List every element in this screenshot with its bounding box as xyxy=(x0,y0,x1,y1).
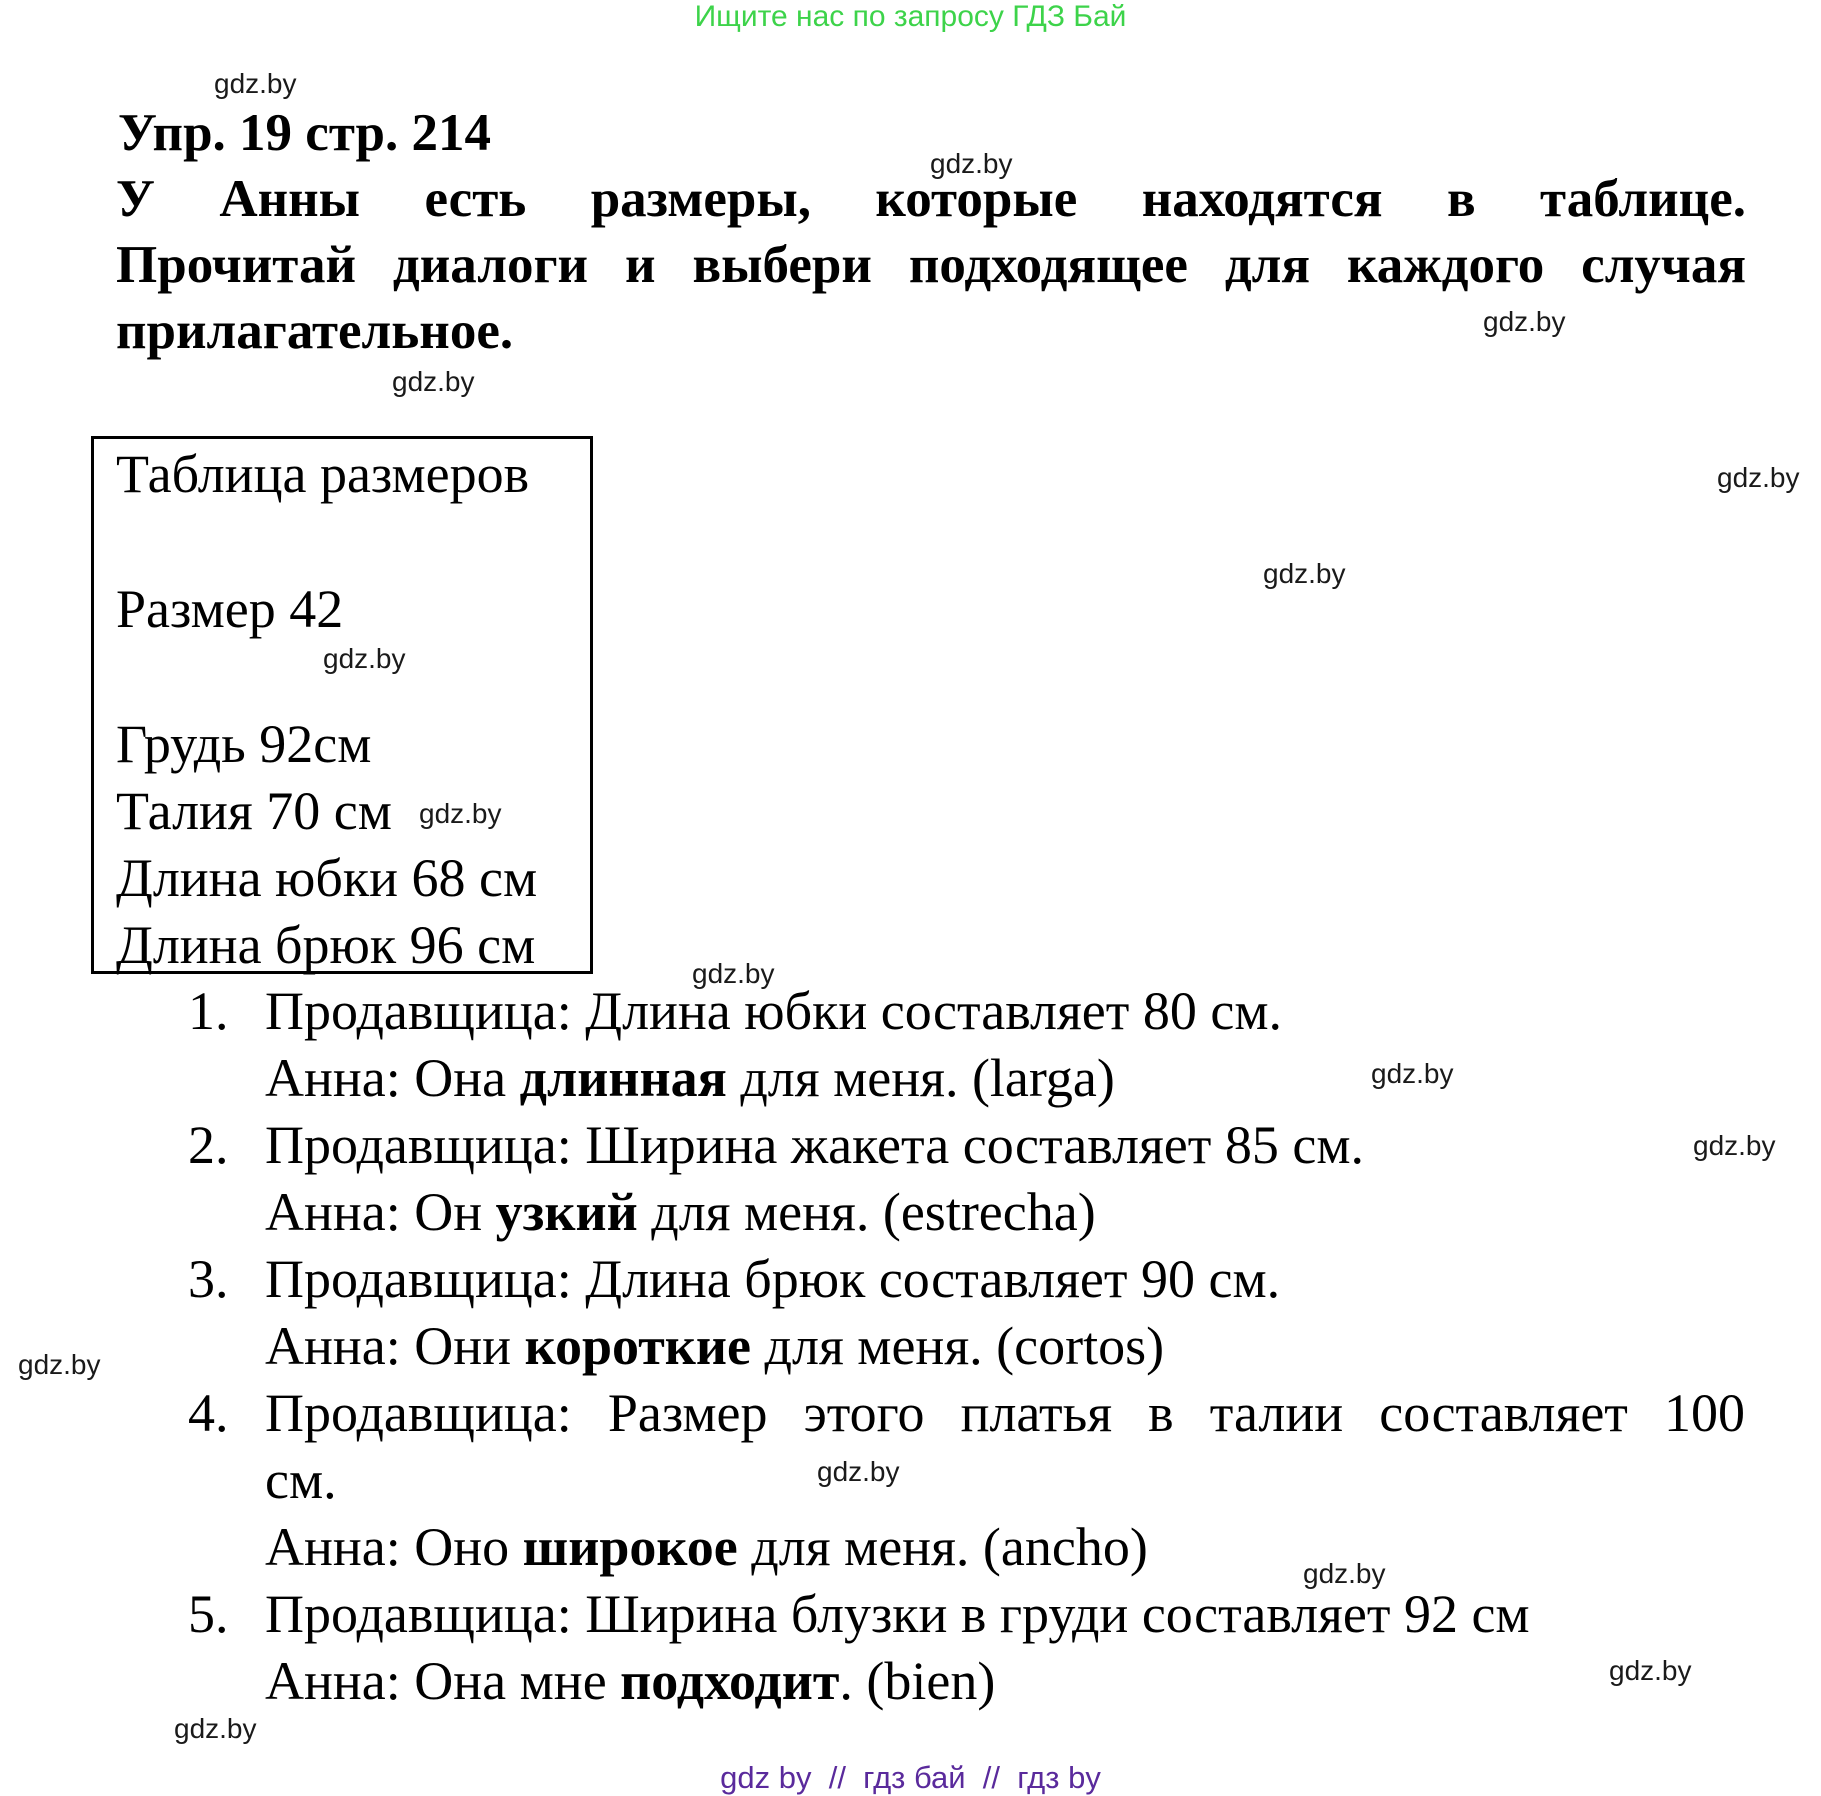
watermark: gdz.by xyxy=(817,1456,900,1487)
watermark: gdz.by xyxy=(1717,462,1800,493)
watermark: gdz.by xyxy=(1693,1130,1776,1161)
item-number: 3. xyxy=(188,1249,229,1309)
seller-line-continued: см. xyxy=(265,1450,337,1510)
watermark: gdz.by xyxy=(1609,1655,1692,1686)
answer-adjective: узкий xyxy=(495,1182,638,1242)
anna-text: Анна: Он xyxy=(265,1182,496,1242)
watermark: gdz.by xyxy=(1371,1058,1454,1089)
watermark: gdz.by xyxy=(214,68,297,99)
anna-text: для меня. (cortos) xyxy=(751,1316,1165,1376)
seller-line: Продавщица: Ширина блузки в груди составляет 92 см xyxy=(265,1584,1530,1644)
anna-line xyxy=(265,1514,1148,1580)
anna-text: . (bien) xyxy=(839,1651,996,1711)
seller-line: Продавщица: Длина брюк составляет 90 см. xyxy=(265,1249,1281,1309)
top-banner: Ищите нас по запросу ГДЗ Бай xyxy=(694,0,1127,33)
seller-line: Продавщица: Ширина жакета составляет 85 см. xyxy=(265,1115,1365,1175)
seller-line: Продавщица: Длина юбки составляет 80 см. xyxy=(265,981,1283,1041)
watermark: gdz.by xyxy=(392,366,475,397)
size-table-heading: Таблица размеров xyxy=(116,444,530,504)
waist-value: Талия 70 см xyxy=(116,781,392,841)
trousers-length-value: Длина брюк 96 см xyxy=(116,915,536,975)
answer-adjective: длинная xyxy=(519,1048,727,1108)
chest-value: Грудь 92см xyxy=(116,714,372,774)
task-line-2: Прочитай диалоги и выбери подходящее для каждого случая xyxy=(116,236,1746,294)
anna-line xyxy=(265,1648,995,1714)
watermark: gdz.by xyxy=(1303,1558,1386,1589)
exercise-title: Упр. 19 стр. 214 xyxy=(118,104,491,162)
task-line-3: прилагательное. xyxy=(116,302,514,360)
skirt-length-value: Длина юбки 68 см xyxy=(116,848,538,908)
footer-watermark: gdz by // гдз бай // гдз by xyxy=(720,1760,1101,1795)
size-table xyxy=(91,436,593,974)
item-number: 4. xyxy=(188,1383,229,1443)
anna-text: для меня. (estrecha) xyxy=(637,1182,1096,1242)
anna-text: для меня. (larga) xyxy=(726,1048,1115,1108)
watermark: gdz.by xyxy=(174,1713,257,1744)
watermark: gdz.by xyxy=(18,1349,101,1380)
anna-line xyxy=(265,1179,1096,1245)
anna-line xyxy=(265,1045,1115,1111)
item-number: 1. xyxy=(188,981,229,1041)
watermark: gdz.by xyxy=(419,798,502,829)
answer-adjective: короткие xyxy=(524,1316,752,1376)
anna-text: Анна: Оно xyxy=(265,1517,523,1577)
seller-line: Продавщица: Размер этого платья в талии составляет 100 xyxy=(265,1383,1745,1443)
item-number: 5. xyxy=(188,1584,229,1644)
answer-adjective: широкое xyxy=(522,1517,738,1577)
watermark: gdz.by xyxy=(323,643,406,674)
size-value: Размер 42 xyxy=(116,579,344,639)
anna-text: Анна: Они xyxy=(265,1316,525,1376)
anna-line xyxy=(265,1313,1164,1379)
task-text xyxy=(116,166,1746,364)
watermark: gdz.by xyxy=(1263,558,1346,589)
watermark: gdz.by xyxy=(692,958,775,989)
anna-text: Анна: Она мне xyxy=(265,1651,621,1711)
anna-text: Анна: Она xyxy=(265,1048,520,1108)
item-number: 2. xyxy=(188,1115,229,1175)
answer-adjective: подходит xyxy=(620,1651,840,1711)
anna-text: для меня. (ancho) xyxy=(737,1517,1148,1577)
watermark: gdz.by xyxy=(930,148,1013,179)
task-line-1: У Анны есть размеры, которые находятся в таблице. xyxy=(116,170,1746,228)
watermark: gdz.by xyxy=(1483,306,1566,337)
